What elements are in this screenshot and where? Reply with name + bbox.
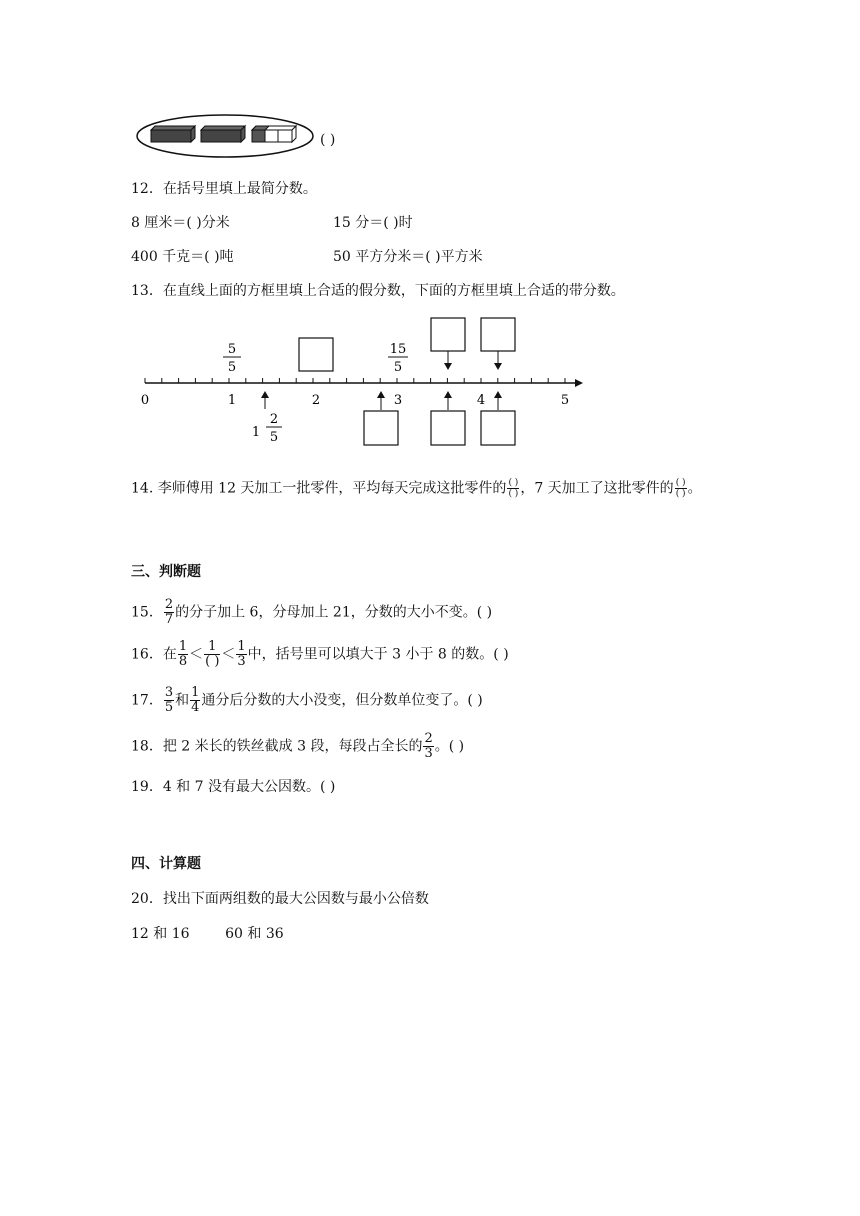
solid-block-2	[201, 126, 245, 142]
box-below-2-8[interactable]	[364, 411, 398, 445]
q14-part2: ，7 天加工了这批零件的	[520, 480, 674, 497]
q20-stem: 20．找出下面两组数的最大公因数与最小公倍数	[131, 891, 429, 907]
q18-num: 18．	[131, 738, 163, 755]
q16-text: 中，括号里可以填大于 3 小于 8 的数。( )	[247, 646, 509, 663]
axis-arrow	[575, 379, 583, 387]
q17-text: 通分后分数的大小没变，但分数单位变了。( )	[201, 692, 483, 709]
tick-label-4: 4	[476, 393, 486, 408]
tick-label-3: 3	[393, 393, 403, 408]
q12-row2-b: 50 平方分米＝( )平方米	[333, 249, 483, 265]
partial-block	[252, 126, 296, 142]
section-title-judgement: 三、判断题	[131, 564, 201, 580]
q15-fraction: $\frac{2}{7}$	[164, 597, 174, 627]
q17-fraction-a: $\frac{3}{5}$	[164, 685, 174, 715]
frac-b-denominator: 5	[393, 360, 403, 375]
q11-answer-blank[interactable]: ( )	[320, 132, 336, 148]
q14-blank-fraction-2[interactable]: $\frac{( )}{( )}$	[675, 478, 686, 499]
q16-num: 16．	[131, 646, 163, 663]
q15-line	[131, 598, 492, 627]
arrowhead-up-2-8	[377, 391, 385, 398]
q12-stem: 12．在括号里填上最简分数。	[131, 181, 317, 197]
q18-text: 把 2 米长的铁丝截成 3 段，每段占全长的	[162, 738, 423, 755]
q16-lt-1: ＜	[189, 646, 204, 663]
q18-fraction: $\frac{2}{3}$	[424, 731, 433, 761]
mixed-numerator: 2	[269, 412, 279, 427]
frac-a-numerator: 5	[227, 342, 237, 357]
q16-pre: 在	[162, 646, 177, 663]
tick-label-1: 1	[227, 393, 237, 408]
q12-row1-b: 15 分＝( )时	[333, 215, 413, 231]
arrowhead-down-4-2	[494, 363, 502, 370]
arrowhead-up-4-2	[494, 391, 502, 398]
arrowhead-up-3-6	[444, 391, 452, 398]
tick-label-5: 5	[560, 393, 570, 408]
q12-row2-a: 400 千克＝( )吨	[131, 249, 234, 265]
q14-blank-fraction-1[interactable]: $\frac{( )}{( )}$	[508, 478, 519, 499]
box-above-4-2[interactable]	[481, 318, 515, 351]
frac-b-numerator: 15	[389, 342, 407, 357]
q18-line	[131, 732, 464, 761]
q14-part3: 。	[687, 480, 702, 497]
q17-and: 和	[175, 692, 190, 709]
q12-row1-a: 8 厘米＝( )分米	[131, 215, 230, 231]
q14-line	[131, 478, 702, 499]
q11-figure	[135, 113, 315, 159]
q16-line	[131, 640, 509, 669]
q15-num: 15．	[131, 604, 163, 621]
q16-fraction-b[interactable]: $\frac{1}{( )}$	[205, 639, 220, 669]
box-below-3-6[interactable]	[431, 411, 465, 445]
q16-fraction-a: $\frac{1}{8}$	[178, 639, 188, 669]
frac-a-denominator: 5	[227, 360, 237, 375]
tick-label-0: 0	[140, 393, 150, 408]
q16-lt-2: ＜	[221, 646, 236, 663]
q17-fraction-b: $\frac{1}{4}$	[191, 685, 200, 715]
q16-fraction-c: $\frac{1}{3}$	[237, 639, 246, 669]
arrowhead-down-3-6	[444, 363, 452, 370]
q15-text: 的分子加上 6，分母加上 21，分数的大小不变。( )	[175, 604, 493, 621]
box-above-3-6[interactable]	[431, 318, 465, 351]
tick-label-2: 2	[311, 393, 321, 408]
q13-number-line	[130, 310, 600, 460]
q14-part1: 14. 李师傅用 12 天加工一批零件，平均每天完成这批零件的	[131, 480, 507, 497]
q13-stem: 13．在直线上面的方框里填上合适的假分数，下面的方框里填上合适的带分数。	[131, 283, 625, 299]
box-below-4-2[interactable]	[481, 411, 515, 445]
mixed-denominator: 5	[269, 430, 279, 445]
section-title-calculation: 四、计算题	[131, 856, 201, 872]
q19-line: 19．4 和 7 没有最大公因数。( )	[131, 779, 336, 795]
q20-groups: 12 和 16 60 和 36	[131, 926, 284, 942]
mixed-whole: 1	[251, 425, 261, 440]
q18-tail: 。( )	[434, 738, 465, 755]
solid-block-1	[151, 126, 195, 142]
box-above-2[interactable]	[299, 338, 333, 371]
q17-line	[131, 686, 483, 715]
q17-num: 17．	[131, 692, 163, 709]
arrowhead-up-1-4	[261, 391, 269, 398]
